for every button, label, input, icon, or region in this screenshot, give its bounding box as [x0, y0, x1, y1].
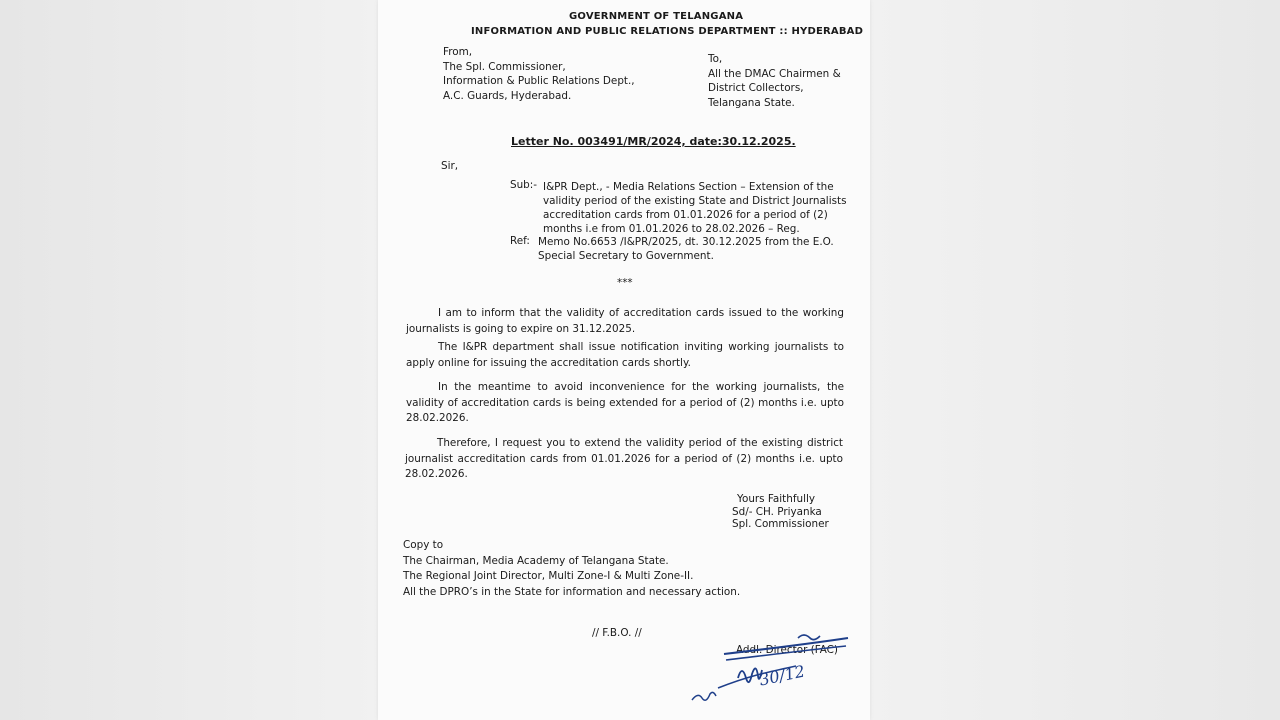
from-line: A.C. Guards, Hyderabad. [443, 89, 572, 102]
fbo-line: // F.B.O. // [592, 627, 642, 639]
signature-block [732, 493, 829, 531]
header-department: INFORMATION AND PUBLIC RELATIONS DEPARTMENT :: HYDERABAD [471, 26, 864, 37]
signature-name: Sd/- CH. Priyanka [732, 505, 822, 518]
subject-text [543, 180, 846, 236]
to-line: Telangana State. [708, 96, 795, 109]
background-right [870, 0, 1280, 720]
signature-closing: Yours Faithfully [737, 493, 815, 505]
subject-line: validity period of the existing State and District Journalists [543, 195, 847, 207]
body-paragraph [406, 306, 844, 337]
header-government: GOVERNMENT OF TELANGANA [569, 11, 744, 22]
to-block [708, 52, 841, 110]
to-line: All the DMAC Chairmen & [708, 67, 841, 80]
copy-to-label: Copy to [403, 539, 444, 551]
signature-designation: Spl. Commissioner [732, 518, 829, 530]
from-line: Information & Public Relations Dept., [443, 75, 635, 87]
from-block [443, 45, 635, 103]
copy-to-line: All the DPRO’s in the State for information and necessary action. [403, 585, 741, 598]
reference-text [538, 235, 834, 263]
paragraph-text: The I&PR department shall issue notification inviting working journalists to apply online for issuing the accreditation cards shortly. [406, 341, 844, 369]
subject-label: Sub:- [510, 179, 538, 191]
from-label: From, [443, 46, 473, 58]
stamp-title: Addl. Director (FAC) [736, 644, 838, 656]
paragraph-text: Therefore, I request you to extend the validity period of the existing district journalist accreditation cards from 01.01.2026 for a period of (2) months i.e. upto 28.02.2026. [405, 437, 843, 480]
body-paragraph [406, 340, 844, 371]
copy-to-line: The Regional Joint Director, Multi Zone-I & Multi Zone-II. [403, 570, 694, 582]
reference-line: Memo No.6653 /I&PR/2025, dt. 30.12.2025 from the E.O. [538, 236, 834, 248]
from-line: The Spl. Commissioner, [443, 60, 566, 73]
to-label: To, [708, 53, 723, 65]
to-line: District Collectors, [708, 82, 804, 94]
salutation: Sir, [441, 160, 459, 172]
stamp-date: 30/12 [757, 661, 807, 690]
paragraph-text: I am to inform that the validity of accreditation cards issued to the working journalists is going to expire on 31.12.2025. [406, 307, 844, 335]
paragraph-text: In the meantime to avoid inconvenience for the working journalists, the validity of accreditation cards is being extended for a period of (2) months i.e. upto 28.02.2026. [406, 381, 844, 424]
reference-label: Ref: [510, 235, 530, 247]
background-left [0, 0, 378, 720]
copy-to-block [403, 538, 740, 600]
subject-line: months i.e from 01.01.2026 to 28.02.2026 – Reg. [543, 223, 800, 235]
body-paragraph [405, 436, 843, 483]
letter-page [378, 0, 870, 720]
subject-line: accreditation cards from 01.01.2026 for a period of (2) [543, 209, 828, 221]
reference-line: Special Secretary to Government. [538, 250, 714, 262]
copy-to-line: The Chairman, Media Academy of Telangana State. [403, 554, 669, 567]
separator: *** [617, 277, 633, 289]
letter-number: Letter No. 003491/MR/2024, date:30.12.2025. [511, 135, 796, 148]
body-paragraph [406, 380, 844, 427]
subject-line: I&PR Dept., - Media Relations Section – Extension of the [543, 181, 834, 193]
